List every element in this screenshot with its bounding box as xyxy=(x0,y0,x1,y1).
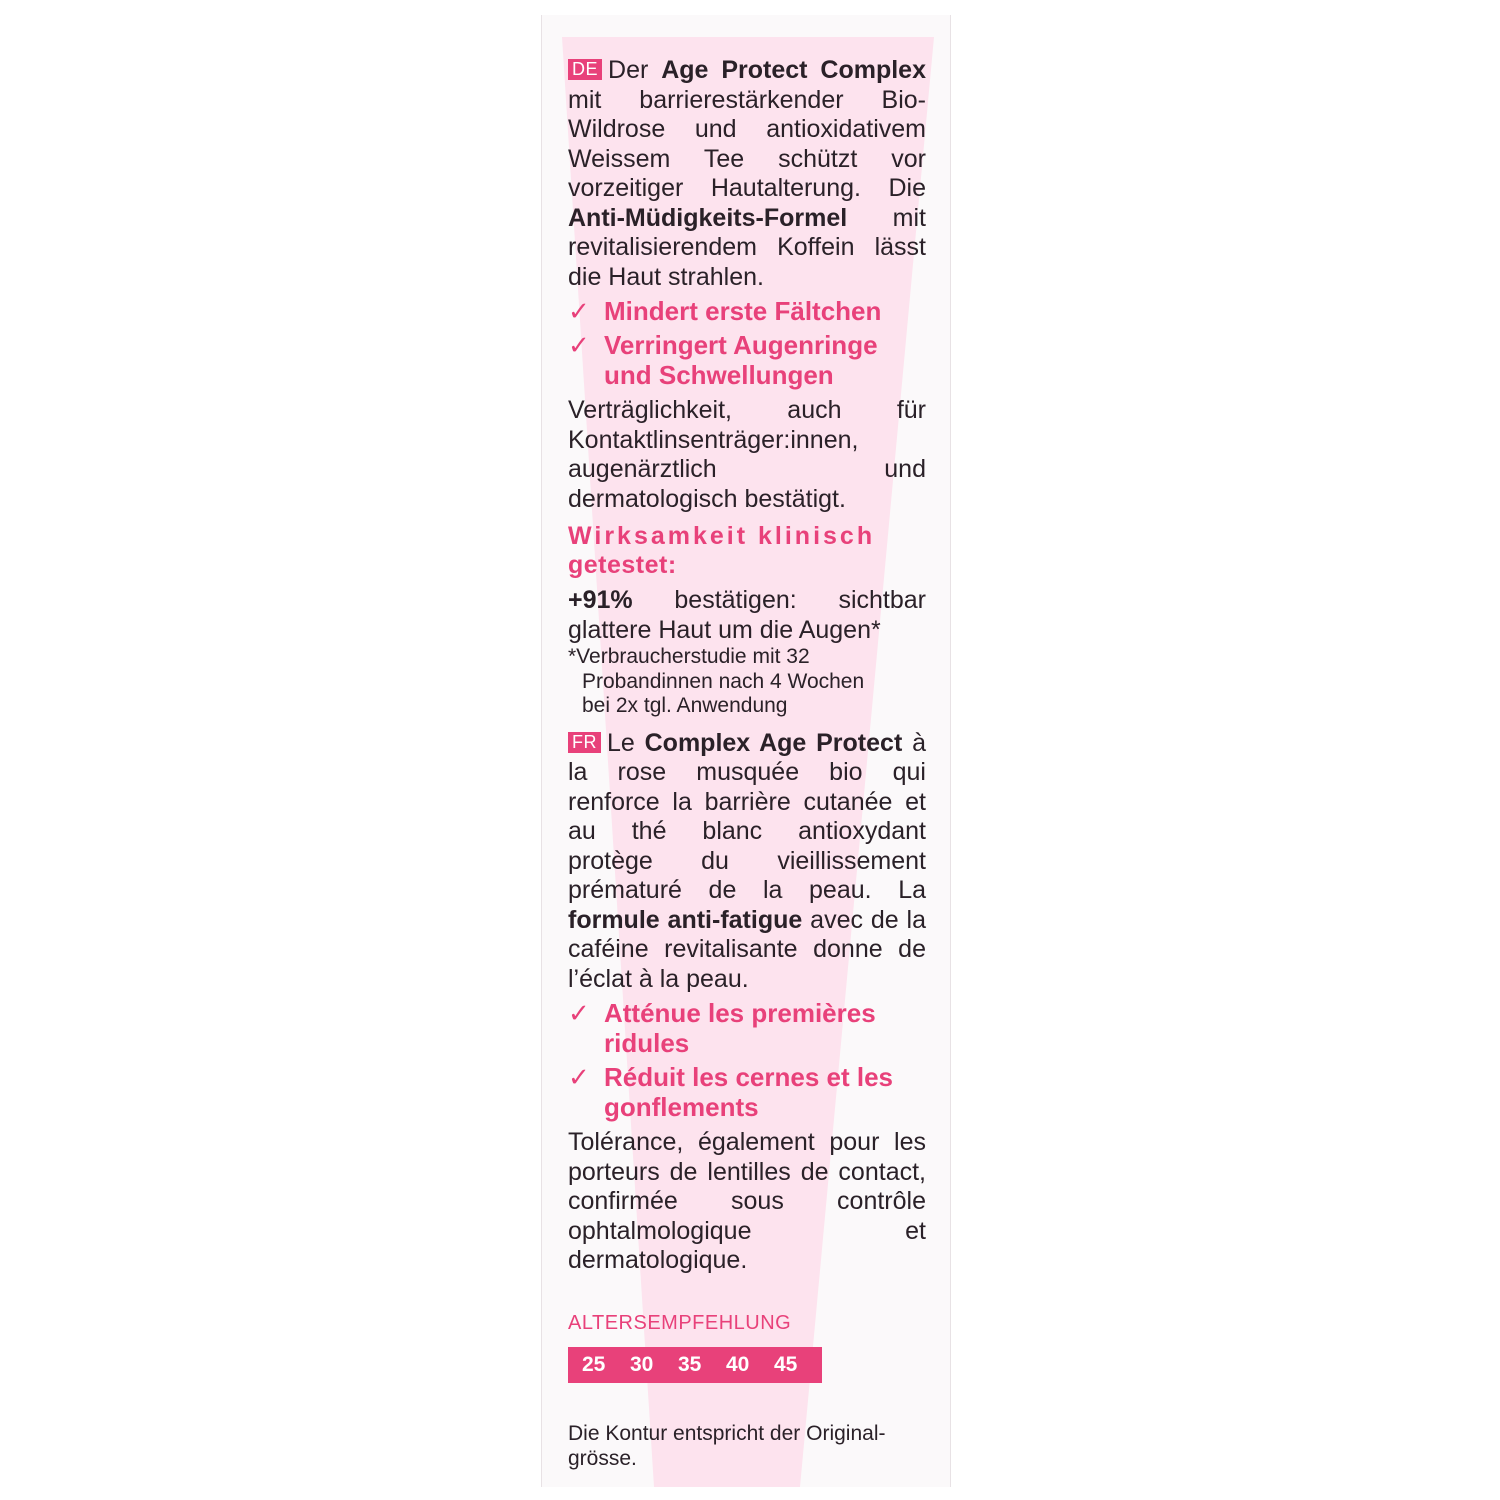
fr-benefit-list xyxy=(568,998,926,1122)
de-intro-paragraph: DE Der Age Protect Complex mit barrierestärkender Bio-Wildrose und antioxidativem Weissem Tee schützt vor vorzeitiger Hautalterung. Die Anti-Müdigkeits-Formel mit revitalisierendem Koffein lässt die Haut strahlen. xyxy=(568,56,926,291)
de-footnote-line: *Verbraucherstudie mit 32 xyxy=(568,645,810,668)
checkmark-icon: ✓ xyxy=(568,296,590,326)
fr-tolerance-text: Tolérance, également pour les porteurs de lentilles de contact, confirmée sous contrôle ophtalmologique et dermatologique. xyxy=(568,1128,926,1274)
fr-section xyxy=(568,729,926,1276)
age-value: 25 xyxy=(582,1352,606,1376)
benefit-item: ✓ Réduit les cernes et les gonflements xyxy=(568,1062,894,1122)
checkmark-icon: ✓ xyxy=(568,998,590,1028)
outline-note: Die Kontur entspricht der Original-grösse. xyxy=(568,1421,886,1470)
benefit-item: ✓ Atténue les premières ridules xyxy=(568,998,876,1058)
de-footnote-line: Probandinnen nach 4 Wochen xyxy=(582,669,865,693)
benefit-item: ✓ Mindert erste Fältchen xyxy=(568,296,882,326)
checkmark-icon: ✓ xyxy=(568,1062,590,1092)
age-recommendation-bar xyxy=(568,1347,822,1383)
fr-intro-paragraph: FR Le Complex Age Protect à la rose musquée bio qui renforce la barrière cutanée et au thé blanc antioxydant protège du vieillissement prématuré de la peau. La formule anti-fatigue avec de la caféine revitalisante donne de l’éclat à la peau. xyxy=(568,728,926,993)
age-value: 45 xyxy=(774,1352,798,1376)
age-recommendation-title: ALTERSEMPFEHLUNG xyxy=(568,1311,792,1334)
de-benefit-list xyxy=(568,296,926,390)
age-value: 30 xyxy=(630,1352,654,1376)
de-footnote-line: bei 2x tgl. Anwendung xyxy=(582,694,788,717)
age-value: 35 xyxy=(678,1352,702,1376)
de-study-result: +91% bestätigen: sichtbar glattere Haut um die Augen* xyxy=(568,586,926,644)
benefit-item: ✓ Verringert Augenringe und Schwellungen xyxy=(568,330,878,390)
checkmark-icon: ✓ xyxy=(568,330,590,360)
text-content xyxy=(568,56,926,1471)
fr-language-badge: FR xyxy=(568,732,601,753)
de-language-badge: DE xyxy=(568,59,602,80)
age-value: 40 xyxy=(726,1352,750,1376)
de-tolerance-text: Verträglichkeit, auch für Kontaktlinsenträger:innen, augenärztlich und dermatologisch bestätigt. xyxy=(568,396,926,513)
de-clinical-heading: Wirksamkeit klinisch getestet: xyxy=(568,522,876,579)
